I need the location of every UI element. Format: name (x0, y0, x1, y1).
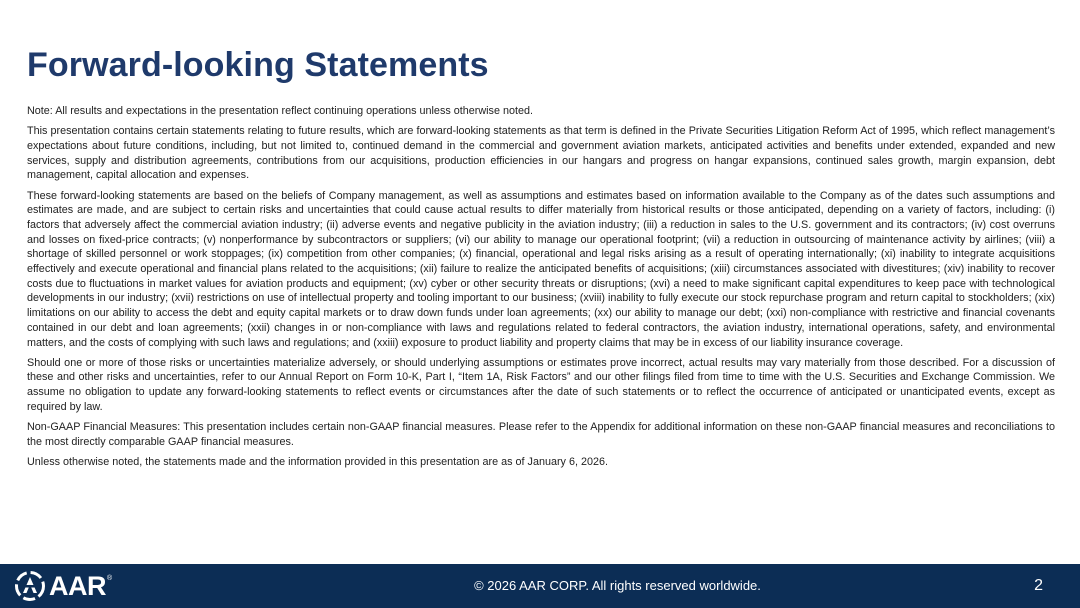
copyright-notice: © 2026 AAR CORP. All rights reserved worldwide. (474, 578, 761, 593)
logo-wordmark: AAR (49, 571, 106, 601)
body-paragraph-non-gaap: Non-GAAP Financial Measures: This presentation includes certain non-GAAP financial measures. Please refer to the Appendix for additional information on these non-GAAP financial measures and reconciliations to the most directly comparable GAAP financial measures. (27, 421, 1055, 448)
slide-body (27, 104, 1055, 475)
body-paragraph-uncertainties: Should one or more of those risks or uncertainties materialize adversely, or should underlying assumptions or estimates prove incorrect, actual results may vary materially from those described. For a discussion of these and other risks and uncertainties, refer to our Annual Report on Form 10-K, Part I, “Item 1A, Risk Factors” and our other filings filed from time to time with the U.S. Securities and Exchange Commission. We assume no obligation to update any forward-looking statements to reflect events or circumstances after the date of such statements or to reflect the occurrence of anticipated or unanticipated events, except as required by law. (27, 356, 1055, 413)
body-paragraph-risks: These forward-looking statements are based on the beliefs of Company management, as well as assumptions and estimates based on information available to the Company as of the dates such assumptions and estimates are made, and are subject to certain risks and uncertainties that could cause actual results to differ materially from historical results or those anticipated, depending on a variety of factors, including: (i) factors that adversely affect the commercial aviation industry; (ii) adverse events and negative publicity in the aviation industry; (iii) a reduction in sales to the U.S. government and its contractors; (iv) cost overruns and losses on fixed-price contracts; (v) nonperformance by subcontractors or suppliers; (vi) our ability to manage our operational footprint; (vii) a reduction in outsourcing of maintenance activity by airlines; (viii) a shortage of skilled personnel or work stoppages; (ix) competition from other companies; (x) financial, operational and legal risks arising as a result of operating internationally; (xi) inability to integrate acquisitions effectively and execute operational and financial plans related to the acquisitions; (xii) failure to realize the anticipated benefits of acquisitions; (xiii) circumstances associated with divestitures; (xiv) inability to recover costs due to fluctuations in market values for aviation products and equipment; (xv) cyber or other security threats or disruptions; (xvi) a need to make significant capital expenditures to keep pace with technological developments in our industry; (xvii) restrictions on use of intellectual property and tooling important to our business; (xviii) inability to fully execute our stock repurchase program and return capital to stockholders; (xix) limitations on our ability to access the debt and equity capital markets or to draw down funds under loan agreements; (xx) our ability to manage our debt; (xxi) non-compliance with restrictive and financial covenants contained in our debt and loan agreements; (xxii) changes in or non-compliance with laws and regulations related to federal contractors, the aviation industry, international operations, safety, and environmental matters, and the costs of complying with such laws and regulations; and (xxiii) exposure to product liability and property claims that may be in excess of our liability insurance coverage. (27, 189, 1055, 349)
footer-bar (0, 564, 1080, 608)
body-paragraph-intro: This presentation contains certain statements relating to future results, which are forward-looking statements as that term is defined in the Private Securities Litigation Reform Act of 1995, which reflect management’s expectations about future conditions, including, but not limited to, continued demand in the commercial and government aviation markets, anticipated activities and benefits under extended, expanded and new services, supply and distribution agreements, contributions from our acquisitions, production efficiencies in our hangars and progress on hangar expansions, continued sales growth, margin expansion, debt management, capital allocation and expenses. (27, 125, 1055, 182)
body-paragraph-date: Unless otherwise noted, the statements made and the information provided in this presentation are as of January 6, 2026. (27, 455, 608, 468)
logo-registered-mark: ® (107, 575, 113, 582)
page-title: Forward-looking Statements (27, 46, 489, 84)
body-paragraph-note: Note: All results and expectations in the presentation reflect continuing operations unless otherwise noted. (27, 105, 533, 117)
page-number: 2 (1034, 577, 1043, 594)
